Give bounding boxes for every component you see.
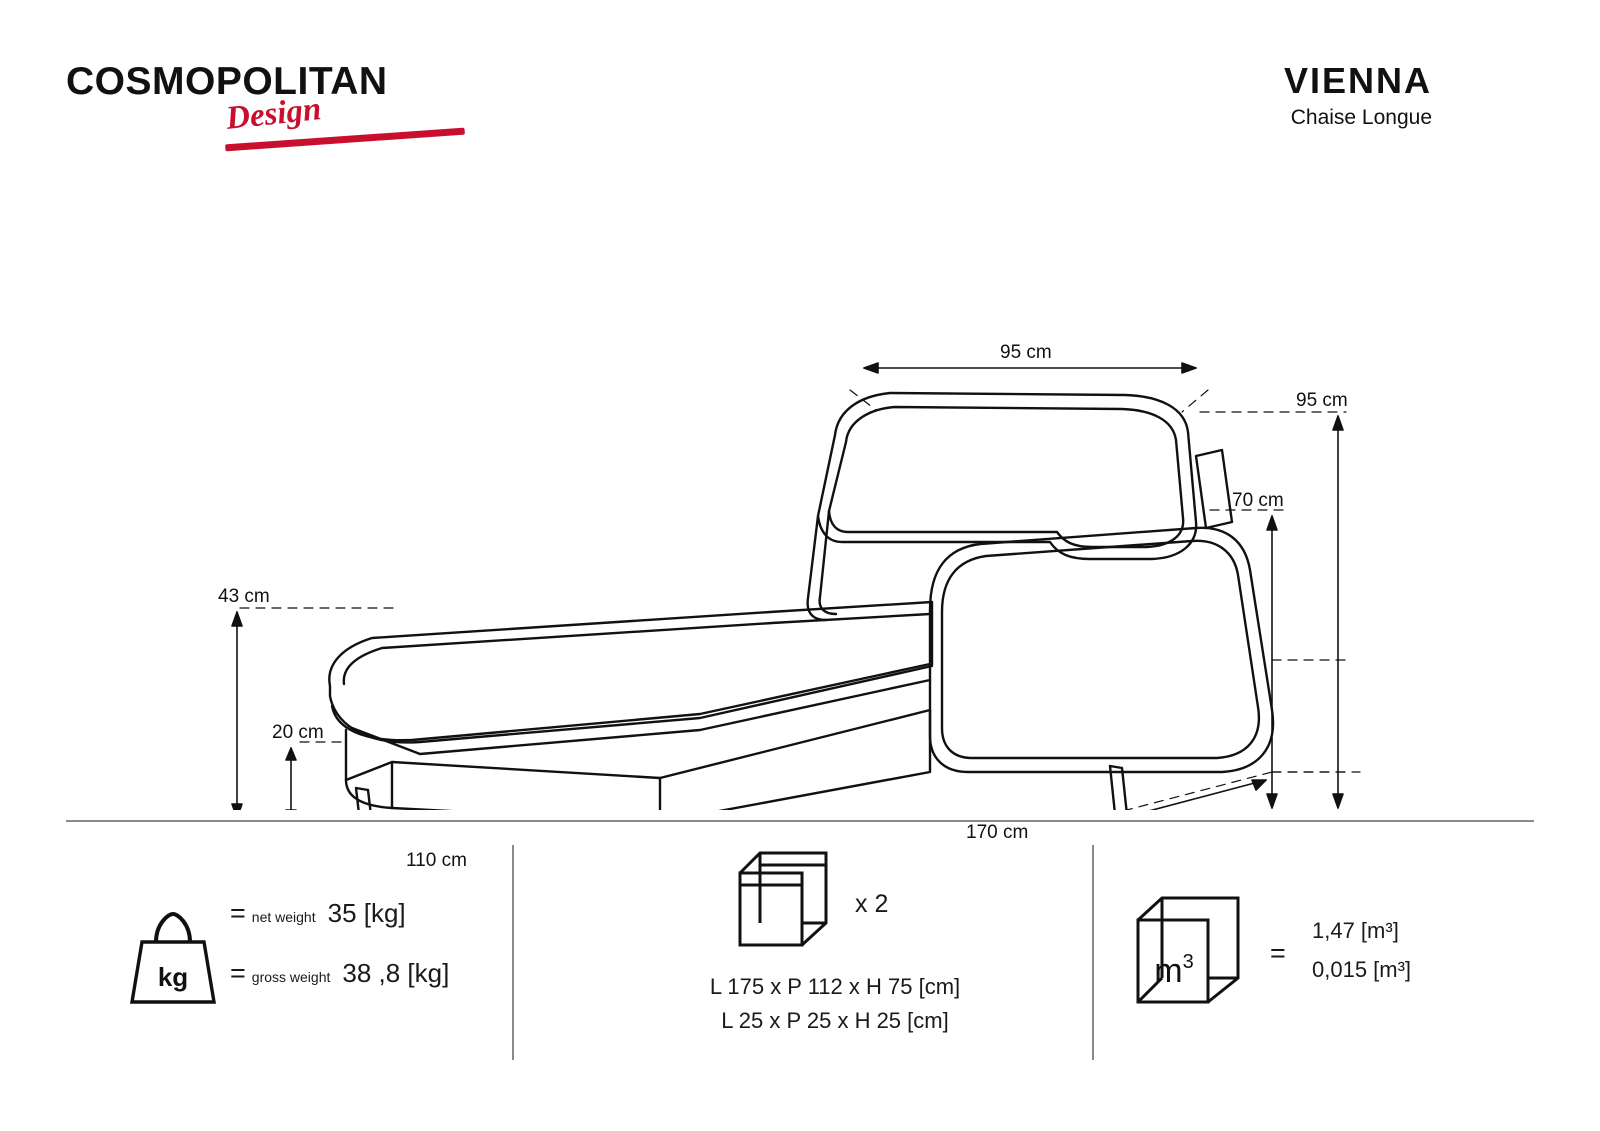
net-weight-label: net weight	[251, 909, 316, 925]
weight-row-gross	[230, 958, 449, 1018]
svg-text:kg: kg	[157, 962, 189, 992]
product-type: Chaise Longue	[1290, 105, 1432, 129]
volume-value-small: 0,015 [m³]	[1312, 956, 1412, 982]
brand-logo	[66, 62, 486, 152]
weight-panel	[110, 880, 510, 1060]
package-dimension-1: L 175 x P 112 x H 75 [cm]	[709, 974, 961, 999]
section-divider-vertical-right	[1092, 845, 1094, 1060]
equals-sign-gross: =	[230, 958, 246, 988]
volume-value-large: 1,47 [m³]	[1312, 918, 1399, 943]
svg-text:m3: $m^3$	[1154, 951, 1194, 990]
drawing-svg	[0, 150, 1600, 810]
dimension-label-depth-front: 110 cm	[406, 850, 467, 871]
section-divider-horizontal	[66, 820, 1534, 822]
dimension-label-length: 170 cm	[966, 822, 1029, 843]
weight-row-net	[230, 898, 449, 958]
weight-rows	[230, 898, 449, 1018]
equals-sign-volume: =	[1270, 938, 1286, 968]
package-panel	[600, 845, 1070, 1060]
volume-panel	[1130, 870, 1550, 1060]
dimension-label-seat-height: 20 cm	[272, 722, 324, 743]
equals-sign-net: =	[230, 898, 246, 928]
volume-values	[1312, 912, 1411, 989]
chaise-longue-technical-drawing	[0, 150, 1600, 871]
package-dimension-lines	[600, 970, 1070, 1038]
dimension-label-arm-height: 43 cm	[218, 586, 270, 607]
gross-weight-label: gross weight	[251, 969, 331, 985]
product-title-block	[1284, 62, 1432, 130]
product-name: VIENNA	[1283, 60, 1432, 101]
brand-wordmark: COSMOPOLITAN	[66, 60, 388, 103]
cubic-meter-box-icon	[1130, 890, 1250, 1015]
gross-weight-value: 38 ,8 [kg]	[342, 958, 450, 988]
dimension-label-depth-right: 95 cm	[1296, 390, 1348, 411]
section-divider-vertical-left	[512, 845, 514, 1060]
net-weight-value: 35 [kg]	[327, 898, 406, 928]
dimension-label-back-height: 70 cm	[1232, 490, 1284, 511]
package-count: x 2	[855, 890, 889, 918]
carton-box-icon	[730, 845, 840, 955]
dimension-label-width-top: 95 cm	[1000, 342, 1052, 363]
package-dimension-2: L 25 x P 25 x H 25 [cm]	[721, 1008, 949, 1034]
brand-script-text: Design	[224, 91, 323, 137]
weight-bag-icon	[128, 902, 218, 1012]
